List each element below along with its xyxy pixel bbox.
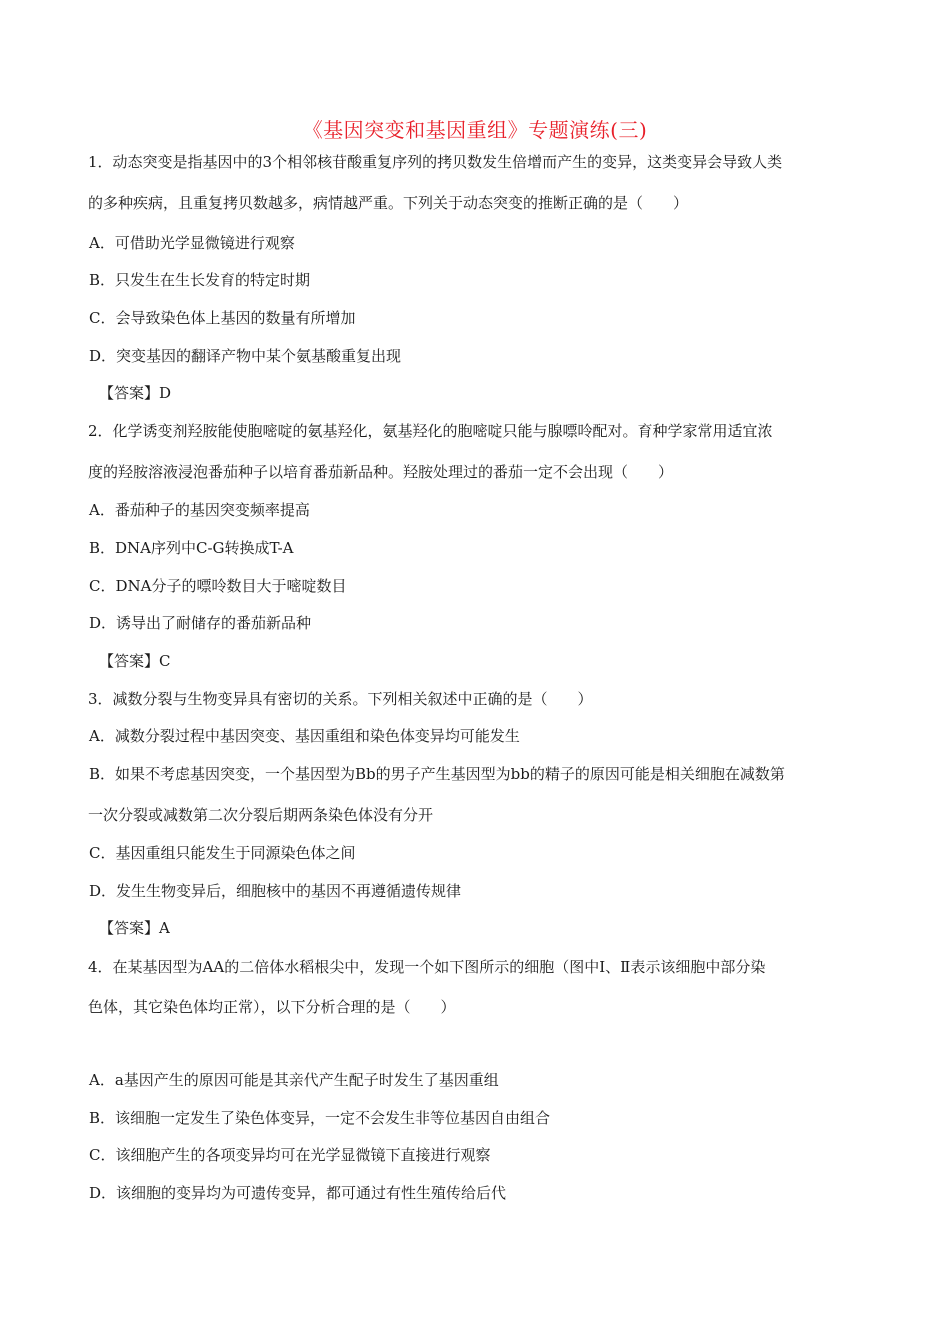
option-b: B．只发生在生长发育的特定时期 [89, 271, 311, 289]
option-d: D．诱导出了耐储存的番茄新品种 [89, 614, 312, 632]
option-a: A．可借助光学显微镜进行观察 [89, 234, 295, 252]
option-b: B．DNA序列中C-G转换成T-A [89, 539, 294, 557]
answer-text: 【答案】C [99, 652, 171, 670]
option-c: C．基因重组只能发生于同源染色体之间 [89, 844, 356, 862]
option-d: D．突变基因的翻译产物中某个氨基酸重复出现 [89, 347, 402, 365]
option-a: A．减数分裂过程中基因突变、基因重组和染色体变异均可能发生 [89, 727, 520, 745]
option-a: A．番茄种子的基因突变频率提高 [89, 501, 310, 519]
option-d: D．发生生物变异后，细胞核中的基因不再遵循遗传规律 [89, 882, 462, 900]
answer-text: 【答案】A [99, 919, 170, 937]
option-a: A．a基因产生的原因可能是其亲代产生配子时发生了基因重组 [89, 1071, 499, 1089]
option-c: C．该细胞产生的各项变异均可在光学显微镜下直接进行观察 [89, 1146, 491, 1164]
question-stem-line: 度的羟胺溶液浸泡番茄种子以培育番茄新品种。羟胺处理过的番茄一定不会出现（ ） [88, 463, 674, 481]
option-c: C．DNA分子的嘌呤数目大于嘧啶数目 [89, 577, 347, 595]
document-title: 《基因突变和基因重组》专题演练(三) [302, 118, 648, 142]
question-stem-line: 的多种疾病，且重复拷贝数越多，病情越严重。下列关于动态突变的推断正确的是（ ） [88, 194, 689, 212]
question-stem-line: 3．减数分裂与生物变异具有密切的关系。下列相关叙述中正确的是（ ） [88, 690, 593, 708]
option-d: D．该细胞的变异均为可遗传变异，都可通过有性生殖传给后代 [89, 1184, 507, 1202]
option-b: B．如果不考虑基因突变，一个基因型为Bb的男子产生基因型为bb的精子的原因可能是相关细胞在减数第 [89, 765, 785, 783]
option-b: B．该细胞一定发生了染色体变异，一定不会发生非等位基因自由组合 [89, 1109, 551, 1127]
answer-text: 【答案】D [99, 384, 172, 402]
question-stem-line: 2．化学诱变剂羟胺能使胞嘧啶的氨基羟化，氨基羟化的胞嘧啶只能与腺嘌呤配对。育种学家常用适宜浓 [88, 422, 773, 440]
question-stem-line: 色体，其它染色体均正常），以下分析合理的是（ ） [88, 998, 456, 1016]
question-stem-line: 1．动态突变是指基因中的3个相邻核苷酸重复序列的拷贝数发生倍增而产生的变异，这类变异会导致人类 [88, 153, 783, 171]
option-b-continued: 一次分裂或减数第二次分裂后期两条染色体没有分开 [88, 806, 434, 824]
question-stem-line: 4．在某基因型为AA的二倍体水稻根尖中，发现一个如下图所示的细胞（图中Ⅰ、Ⅱ表示该细胞中部分染 [88, 958, 766, 976]
option-c: C．会导致染色体上基因的数量有所增加 [89, 309, 356, 327]
